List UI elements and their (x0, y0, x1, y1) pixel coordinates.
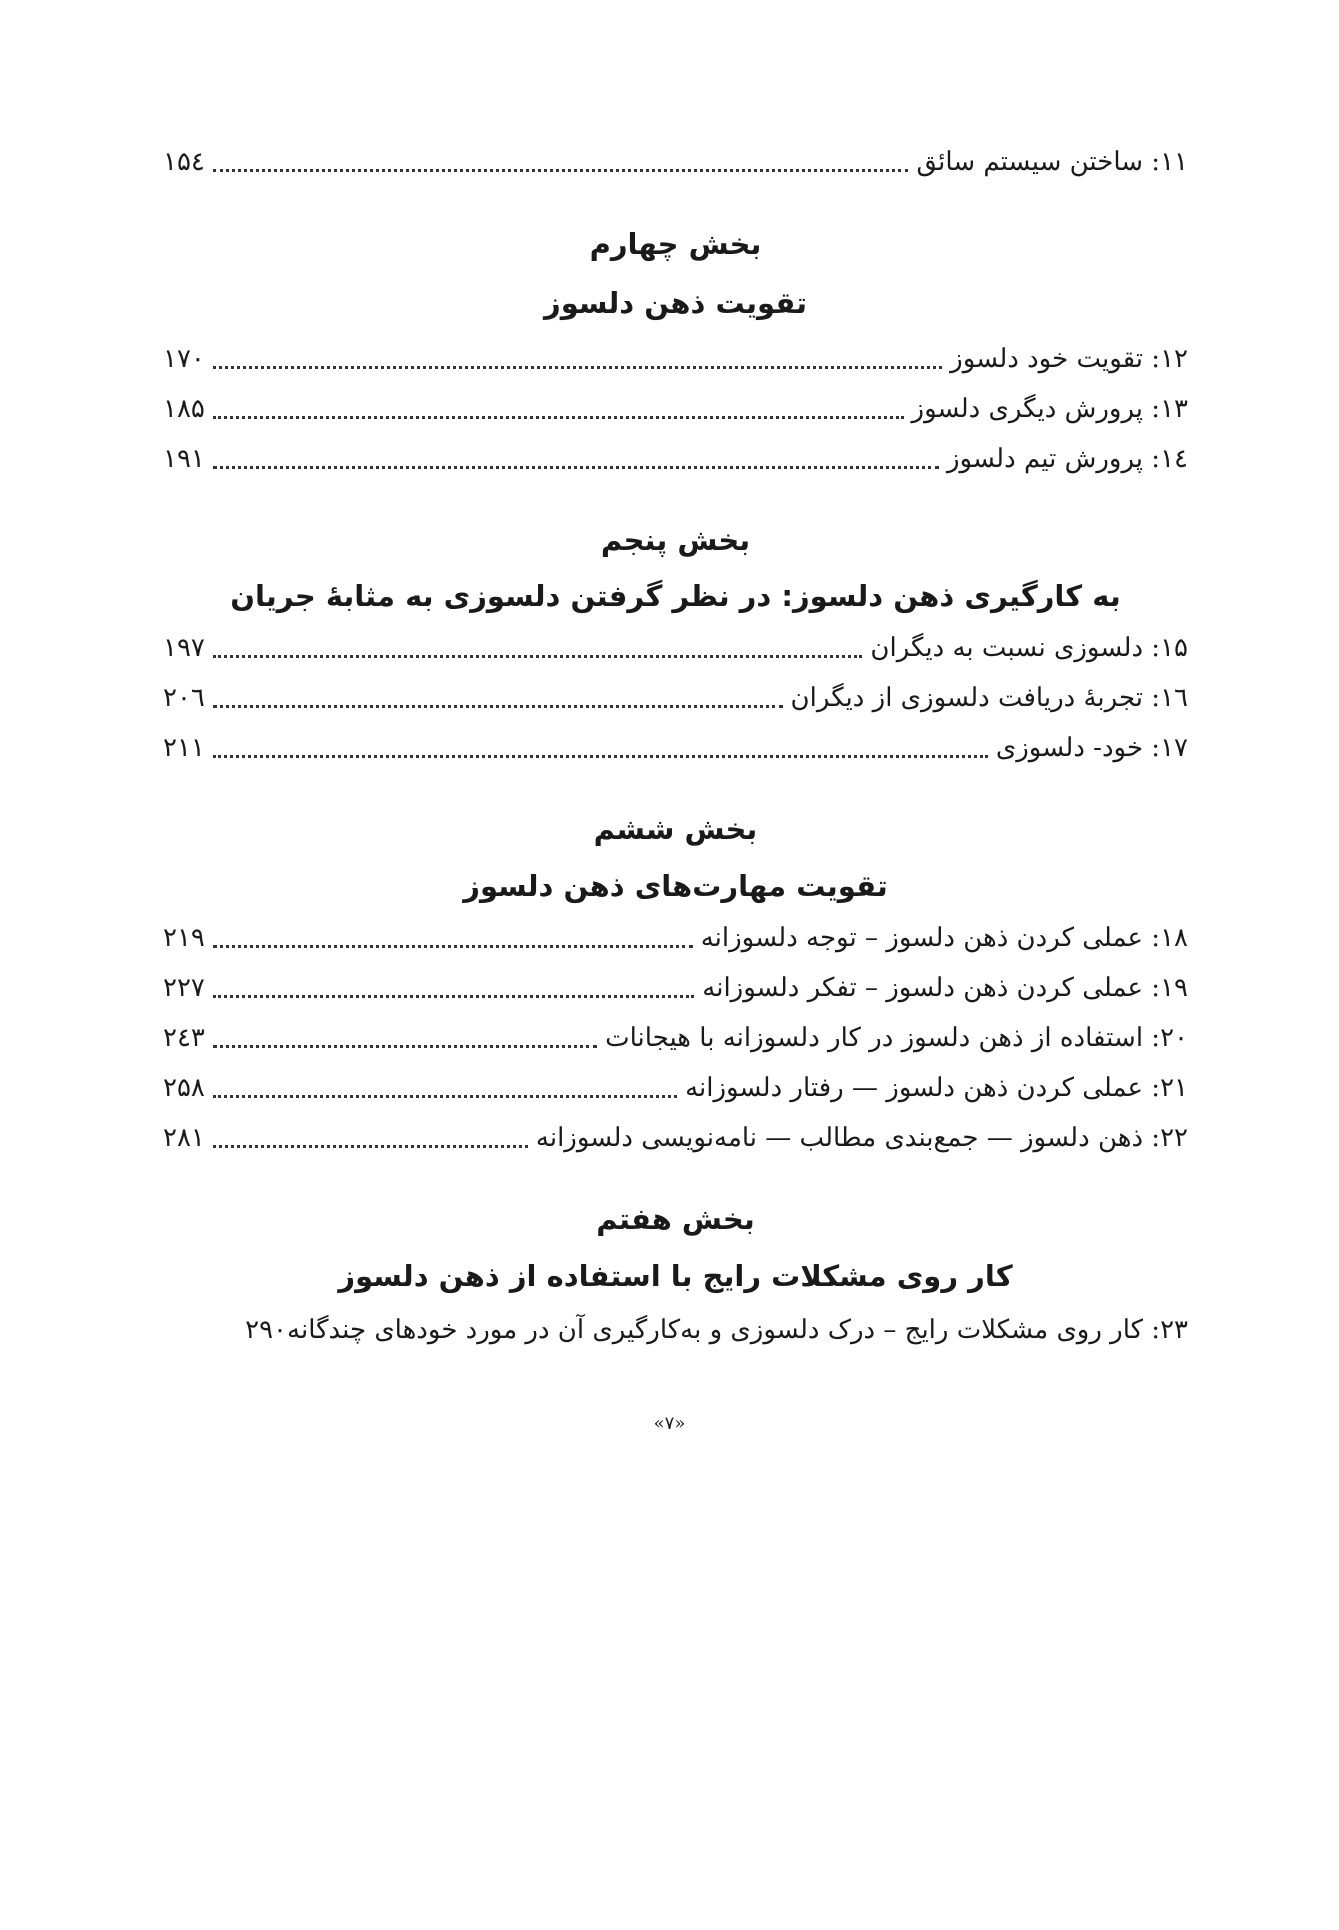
dot-leader (213, 705, 783, 708)
toc-page-number: ۱۹۷ (163, 633, 205, 663)
part-subtitle: به کارگیری ذهن دلسوز: در نظر گرفتن دلسوزی به مثابهٔ جریان (230, 579, 1121, 613)
toc-entry-ch18[interactable] (163, 916, 1188, 960)
toc-entry-label: ۱۸: عملی کردن ذهن دلسوز – توجه دلسوزانه (700, 923, 1188, 953)
page-number-footer: «۷» (653, 1413, 686, 1434)
dot-leader (213, 1095, 677, 1098)
toc-entry-label: ۱۵: دلسوزی نسبت به دیگران (870, 633, 1188, 663)
toc-entry-ch13[interactable] (163, 387, 1188, 431)
toc-entry-label: ۲۲: ذهن دلسوز — جمع‌بندی مطالب — نامه‌نویسی دلسوزانه (535, 1123, 1188, 1153)
toc-page-number: ۲۱۱ (163, 733, 205, 763)
toc-page-number: ۲٤۳ (163, 1023, 205, 1053)
part-subtitle: تقویت ذهن دلسوز (544, 286, 807, 320)
toc-entry-label: ۱۹: عملی کردن ذهن دلسوز – تفکر دلسوزانه (702, 973, 1188, 1003)
toc-entry-label: ۱٦: تجربهٔ دریافت دلسوزی از دیگران (790, 683, 1188, 713)
toc-page-number: ۲۰٦ (163, 683, 205, 713)
dot-leader (213, 655, 862, 658)
toc-entry-label: ۱۳: پرورش دیگری دلسوز (911, 394, 1188, 424)
toc-entry-ch21[interactable] (163, 1066, 1188, 1110)
toc-page-number: ۱۷۰ (163, 344, 205, 374)
dot-leader (213, 416, 904, 419)
toc-entry-ch17[interactable] (163, 726, 1188, 770)
toc-entry-label: ۲۳: کار روی مشکلات رایج – درک دلسوزی و به‌کارگیری آن در مورد خودهای چندگانه (287, 1315, 1188, 1345)
toc-entry-ch20[interactable] (163, 1016, 1188, 1060)
toc-page-number: ۱۸۵ (163, 394, 205, 424)
toc-entry-ch14[interactable] (163, 437, 1188, 481)
toc-entry-label: ۲۰: استفاده از ذهن دلسوز در کار دلسوزانه با هیجانات (605, 1023, 1188, 1053)
toc-page-number: ۲۸۱ (163, 1123, 205, 1153)
toc-page-number: ۲۹۰ (245, 1315, 288, 1345)
toc-entry-label: ۱۱: ساختن سیستم سائق (916, 147, 1188, 177)
toc-entry-ch23[interactable] (163, 1308, 1188, 1352)
toc-page-number: ۲۲۷ (163, 973, 205, 1003)
toc-entry-ch16[interactable] (163, 676, 1188, 720)
toc-entry-ch22[interactable] (163, 1116, 1188, 1160)
toc-page-number: ۲۱۹ (163, 923, 205, 953)
toc-entry-ch12[interactable] (163, 337, 1188, 381)
toc-page-number: ۲۵۸ (163, 1073, 205, 1103)
dot-leader (213, 1145, 528, 1148)
toc-entry-label: ۱۷: خود- دلسوزی (995, 733, 1188, 763)
dot-leader (213, 1045, 597, 1048)
dot-leader (213, 466, 939, 469)
part-subtitle: تقویت مهارت‌های ذهن دلسوز (463, 869, 888, 903)
toc-page-number: ۱۹۱ (163, 444, 205, 474)
part-title: بخش هفتم (596, 1202, 755, 1236)
part-title: بخش ششم (593, 812, 758, 846)
part-title: بخش پنجم (600, 523, 751, 557)
dot-leader (213, 169, 909, 172)
toc-entry-label: ۱٤: پرورش تیم دلسوز (947, 444, 1188, 474)
dot-leader (213, 945, 693, 948)
part-title: بخش چهارم (589, 227, 762, 261)
dot-leader (213, 366, 942, 369)
dot-leader (213, 995, 694, 998)
dot-leader (213, 755, 988, 758)
toc-entry-ch19[interactable] (163, 966, 1188, 1010)
toc-entry-ch15[interactable] (163, 626, 1188, 670)
toc-entry-label: ۱۲: تقویت خود دلسوز (950, 344, 1188, 374)
toc-entry-ch11[interactable] (163, 140, 1188, 184)
toc-entry-label: ۲۱: عملی کردن ذهن دلسوز — رفتار دلسوزانه (685, 1073, 1188, 1103)
part-subtitle: کار روی مشکلات رایج با استفاده از ذهن دلسوز (338, 1259, 1013, 1293)
toc-page-number: ۱۵٤ (163, 147, 205, 177)
